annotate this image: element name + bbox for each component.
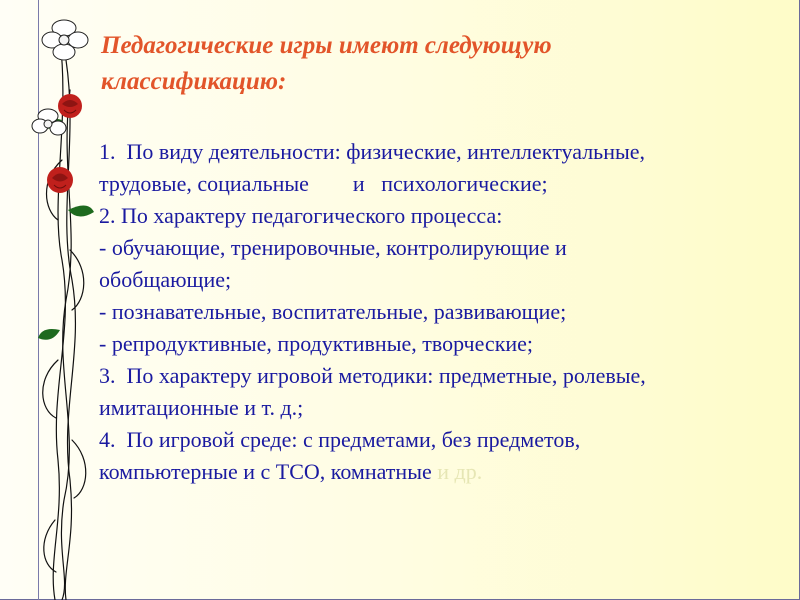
classification-line: 1. По виду деятельности: физические, интеллектуальные,	[99, 139, 646, 164]
classification-line: обобщающие;	[99, 267, 232, 292]
vine-tendril	[72, 440, 86, 498]
classification-line: 3. По характеру игровой методики: предметные, ролевые,	[99, 363, 646, 388]
classification-text	[99, 136, 789, 488]
leaf-icon	[68, 205, 94, 216]
classification-line: - репродуктивные, продуктивные, творческие;	[99, 331, 534, 356]
classification-line: 2. По характеру педагогического процесса:	[99, 203, 503, 228]
red-rose-icon	[58, 94, 82, 118]
slide-title: Педагогические игры имеют следующую классификацию:	[101, 32, 552, 95]
faded-text: и др.	[437, 459, 483, 484]
leaf-icon	[38, 329, 60, 340]
classification-line: 4. По игровой среде: с предметами, без предметов,	[99, 427, 581, 452]
classification-line: - обучающие, тренировочные, контролирующие и	[99, 235, 567, 260]
white-flower-icon	[42, 20, 88, 60]
classification-line: трудовые, социальные и психологические;	[99, 171, 548, 196]
last-line-text: компьютерные и с ТСО, комнатные	[99, 459, 438, 484]
classification-line: имитационные и т. д.;	[99, 395, 304, 420]
flower-vine-ornament	[0, 0, 110, 600]
red-rose-icon	[47, 167, 73, 193]
classification-line: - познавательные, воспитательные, развивающие;	[99, 299, 567, 324]
classification-line-last	[99, 456, 789, 488]
vine-stem	[61, 90, 71, 600]
vine-tendril	[43, 360, 58, 418]
